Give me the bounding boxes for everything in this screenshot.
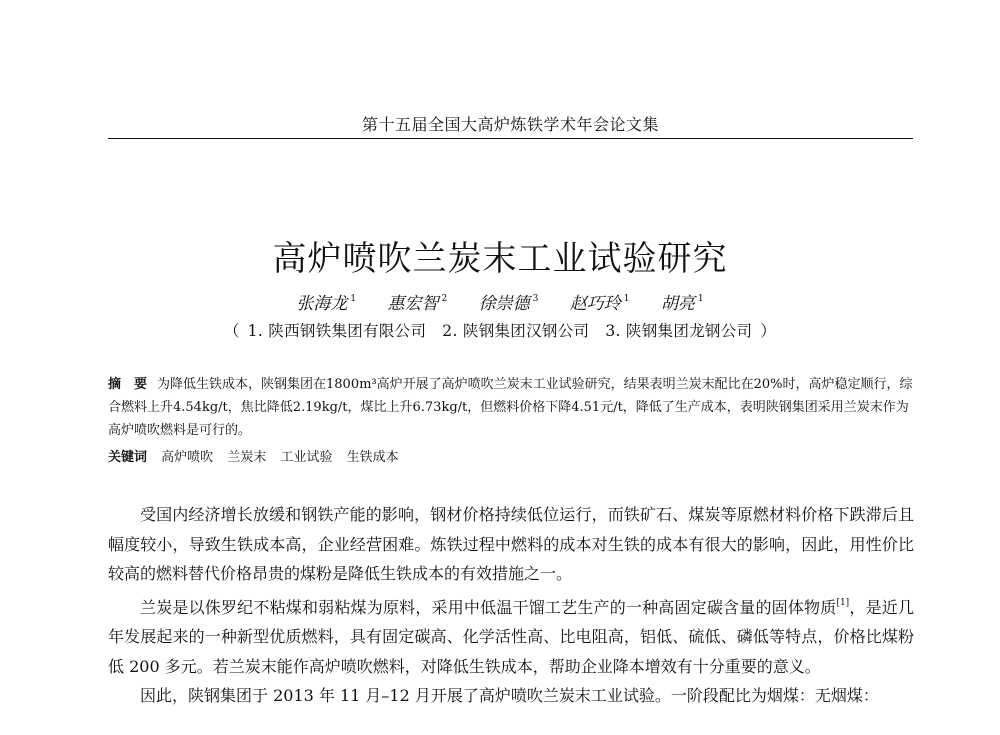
author: 徐崇德 $^3$: [478, 294, 539, 314]
citation-ref: [1]: [836, 597, 850, 608]
keyword: 生铁成本: [346, 450, 399, 465]
keyword: 兰炭末: [227, 450, 267, 465]
keyword: 工业试验: [280, 450, 333, 465]
author: 张海龙 $^1$: [296, 294, 357, 314]
body-text: [108, 500, 914, 711]
paragraph: 受国内经济增长放缓和钢铁产能的影响，钢材价格持续低位运行，而铁矿石、煤炭等原燃材料价格下跌滞后且幅度较小，导致生铁成本高，企业经营困难。炼铁过程中燃料的成本对生铁的成本有很大的影响，因此，用性价比较高的燃料替代价格昂贵的煤粉是降低生铁成本的有效措施之一。: [108, 505, 914, 583]
paper-title: 高炉喷吹兰炭末工业试验研究: [272, 238, 728, 279]
author: 胡亮 $^1$: [660, 294, 704, 314]
abstract-label: 摘 要: [108, 377, 148, 392]
keywords: [108, 446, 914, 469]
author-list: [0, 289, 1000, 314]
affiliation-list: （ 1. 陕西钢铁集团有限公司 2. 陕钢集团汉钢公司 3. 陕钢集团龙钢公司 ）: [223, 322, 777, 340]
author: 赵巧玲 $^1$: [569, 294, 630, 314]
keyword: 高炉喷吹: [161, 450, 214, 465]
journal-name: 第十五届全国大高炉炼铁学术年会论文集: [361, 115, 659, 134]
affiliation: 2. 陕钢集团汉钢公司: [442, 322, 590, 340]
abstract-text: 为降低生铁成本，陕钢集团在1800m³高炉开展了高炉喷吹兰炭末工业试验研究，结果表明兰炭末配比在20%时，高炉稳定顺行，综合燃料上升4.54kg/t，焦比降低2.19kg/t，煤比上升6.73kg/t，但燃料价格下降4.51元/t，降低了生产成本，表明陕钢集团采用兰炭末作为高炉喷吹燃料是可行的。: [108, 377, 913, 438]
affiliation: 1. 陕西钢铁集团有限公司: [247, 322, 427, 340]
keywords-label: 关键词: [108, 450, 148, 465]
paragraph: 因此，陕钢集团于 2013 年 11 月–12 月开展了高炉喷吹兰炭末工业试验。一阶段配比为烟煤：无烟煤：: [140, 686, 879, 705]
affiliation: 3. 陕钢集团龙钢公司: [605, 322, 753, 340]
paragraph: 兰炭是以侏罗纪不粘煤和弱粘煤为原料，采用中低温干馏工艺生产的一种高固定碳含量的固体物质[1]，是近几年发展起来的一种新型优质燃料，具有固定碳高、化学活性高、比电阻高，铝低、硫低、磷低等特点，价格比煤粉低 200 多元。若兰炭末能作高炉喷吹燃料，对降低生铁成本，帮助企业降本增效有十分重要的意义。: [108, 597, 914, 676]
abstract: [108, 373, 914, 442]
author: 惠宏智 $^2$: [387, 294, 448, 314]
running-header: [108, 112, 913, 139]
